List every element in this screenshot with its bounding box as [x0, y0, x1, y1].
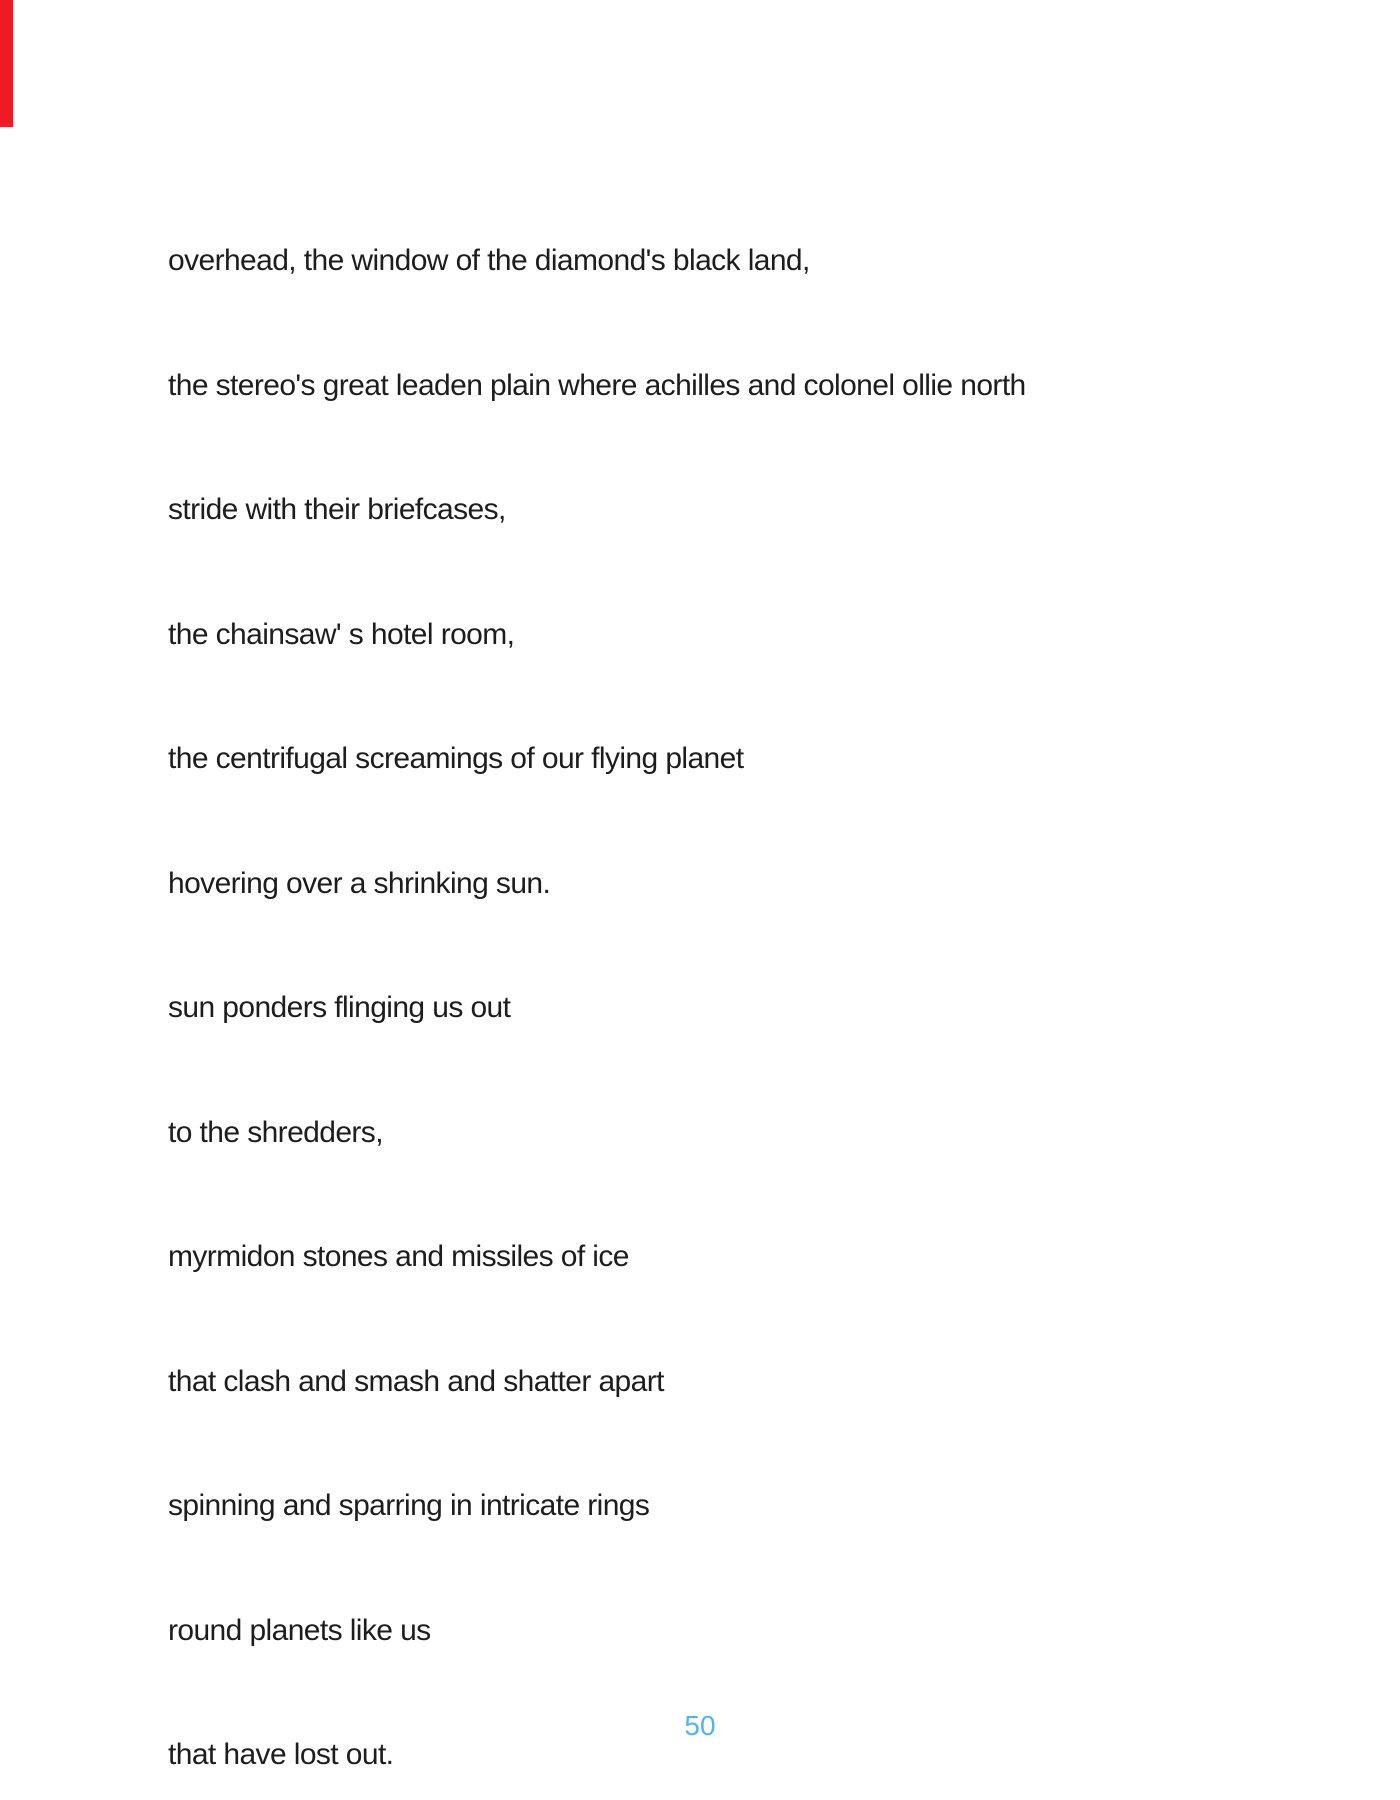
poem-line: myrmidon stones and missiles of ice [168, 1240, 629, 1273]
poem-line: sun ponders flinging us out [168, 991, 511, 1024]
poem-line: the chainsaw' s hotel room, [168, 617, 515, 651]
poem-line: stride with their briefcases, [168, 493, 506, 526]
poem-line: spinning and sparring in intricate rings [168, 1489, 650, 1522]
poem-line: the centrifugal screamings of our flying planet [168, 742, 744, 775]
poem-line: hovering over a shrinking sun. [168, 866, 551, 900]
poem-text-block [168, 157, 1026, 1800]
poem-line: to the shredders, [168, 1115, 383, 1149]
poem-line: that have lost out. [168, 1738, 394, 1771]
page-number: 50 [684, 1710, 716, 1741]
poem-line: overhead, the window of the diamond's black land, [168, 244, 810, 277]
poem-line: the stereo's great leaden plain where achilles and colonel ollie north [168, 368, 1026, 402]
poem-line: that clash and smash and shatter apart [168, 1364, 664, 1398]
red-accent-stripe [0, 0, 13, 127]
poem-line: round planets like us [168, 1613, 431, 1647]
